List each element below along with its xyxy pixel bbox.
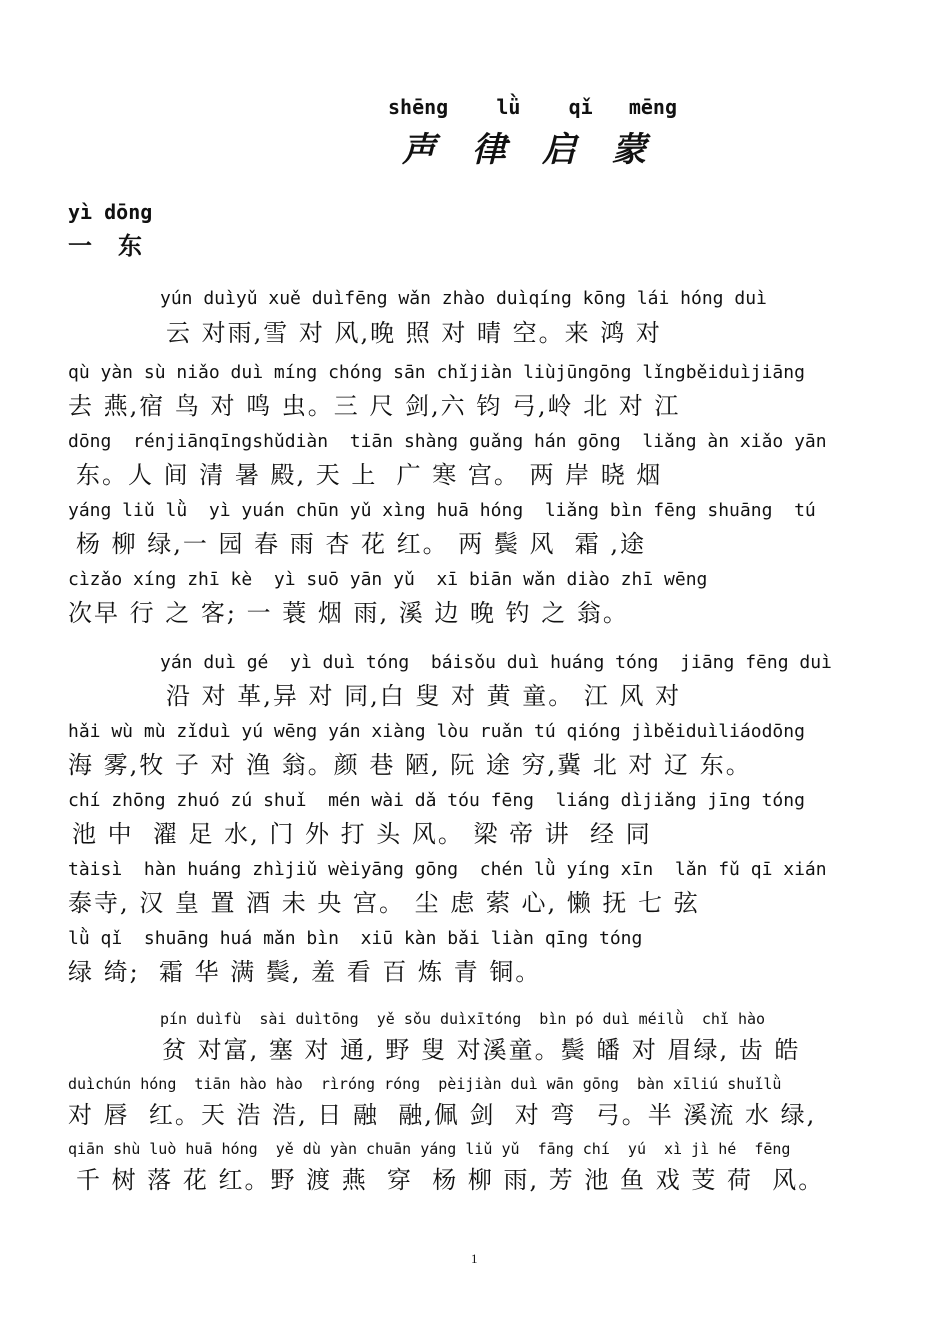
hanzi-line: 东。人 间 清 暑 殿, 天 上 广 寒 宫。 两 岸 晓 烟 — [76, 461, 663, 489]
hanzi-line: 贫 对富, 塞 对 通, 野 叟 对溪童。鬓 皤 对 眉绿, 齿 皓 — [162, 1036, 801, 1064]
pinyin-line: tàisì hàn huáng zhìjiǔ wèiyāng gōng chén lǜ yíng xīn lǎn fǔ qī xián — [68, 859, 827, 880]
pinyin-line: lǜ qǐ shuāng huá mǎn bìn xiū kàn bǎi liàn qīng tóng — [68, 928, 643, 949]
pinyin-line: yáng liǔ lǜ yì yuán chūn yǔ xìng huā hóng liǎng bìn fēng shuāng tú — [68, 500, 816, 521]
pinyin-line: chí zhōng zhuó zú shuǐ mén wài dǎ tóu fēng liáng dìjiǎng jīng tóng — [68, 790, 805, 811]
hanzi-line: 次早 行 之 客; 一 蓑 烟 雨, 溪 边 晚 钓 之 翁。 — [68, 599, 629, 627]
hanzi-line: 云 对雨,雪 对 风,晚 照 对 晴 空。来 鸿 对 — [166, 319, 662, 347]
section-hanzi: 一东 — [68, 232, 168, 260]
pinyin-line: dōng rénjiānqīngshǔdiàn tiān shàng guǎng hán gōng liǎng àn xiǎo yān — [68, 431, 827, 452]
hanzi-line: 去 燕,宿 鸟 对 鸣 虫。三 尺 剑,六 钧 弓,岭 北 对 江 — [68, 392, 681, 420]
hanzi-line: 绿 绮; 霜 华 满 鬓, 羞 看 百 炼 青 铜。 — [68, 958, 542, 986]
hanzi-line: 千 树 落 花 红。野 渡 燕 穿 杨 柳 雨, 芳 池 鱼 戏 芰 荷 风。 — [76, 1166, 825, 1194]
hanzi-line: 杨 柳 绿,一 园 春 雨 杏 花 红。 两 鬓 风 霜 ,途 — [76, 530, 647, 558]
pinyin-line: yán duì gé yì duì tóng báisǒu duì huáng tóng jiāng fēng duì — [160, 652, 832, 673]
hanzi-line: 对 唇 红。天 浩 浩, 日 融 融,佩 剑 对 弯 弓。半 溪流 水 绿, — [68, 1101, 817, 1129]
pinyin-line: hǎi wù mù zǐduì yú wēng yán xiàng lòu ruǎn tú qióng jìběiduìliáodōng — [68, 721, 805, 742]
title-hanzi: 声律启蒙 — [402, 130, 682, 170]
page-number: 1 — [471, 1251, 478, 1266]
pinyin-line: cìzǎo xíng zhī kè yì suō yān yǔ xī biān wǎn diào zhī wēng — [68, 569, 708, 590]
pinyin-line: duìchún hóng tiān hào hào rìróng róng pèijiàn duì wān gōng bàn xīliú shuǐlǜ — [68, 1075, 782, 1093]
hanzi-line: 沿 对 革,异 对 同,白 叟 对 黄 童。 江 风 对 — [166, 682, 682, 710]
pinyin-line: qù yàn sù niǎo duì míng chóng sān chǐjiàn liùjūngōng lǐngběiduìjiāng — [68, 362, 805, 383]
pinyin-line: pín duìfù sài duìtōng yě sǒu duìxītóng bìn pó duì méilǜ chǐ hào — [160, 1010, 766, 1028]
pinyin-line: qiān shù luò huā hóng yě dù yàn chuān yáng liǔ yǔ fāng chí yú xì jì hé fēng — [68, 1140, 791, 1158]
hanzi-line: 海 雾,牧 子 对 渔 翁。颜 巷 陋, 阮 途 穷,冀 北 对 辽 东。 — [68, 751, 752, 779]
hanzi-line: 池 中 濯 足 水, 门 外 打 头 风。 梁 帝 讲 经 同 — [72, 820, 652, 848]
title-pinyin: shēng lǜ qǐ mēng — [388, 95, 677, 119]
section-pinyin: yì dōng — [68, 200, 153, 224]
hanzi-line: 泰寺, 汉 皇 置 酒 未 央 宫。 尘 虑 萦 心, 懒 抚 七 弦 — [68, 889, 700, 917]
pinyin-line: yún duìyǔ xuě duìfēng wǎn zhào duìqíng kōng lái hóng duì — [160, 288, 767, 309]
